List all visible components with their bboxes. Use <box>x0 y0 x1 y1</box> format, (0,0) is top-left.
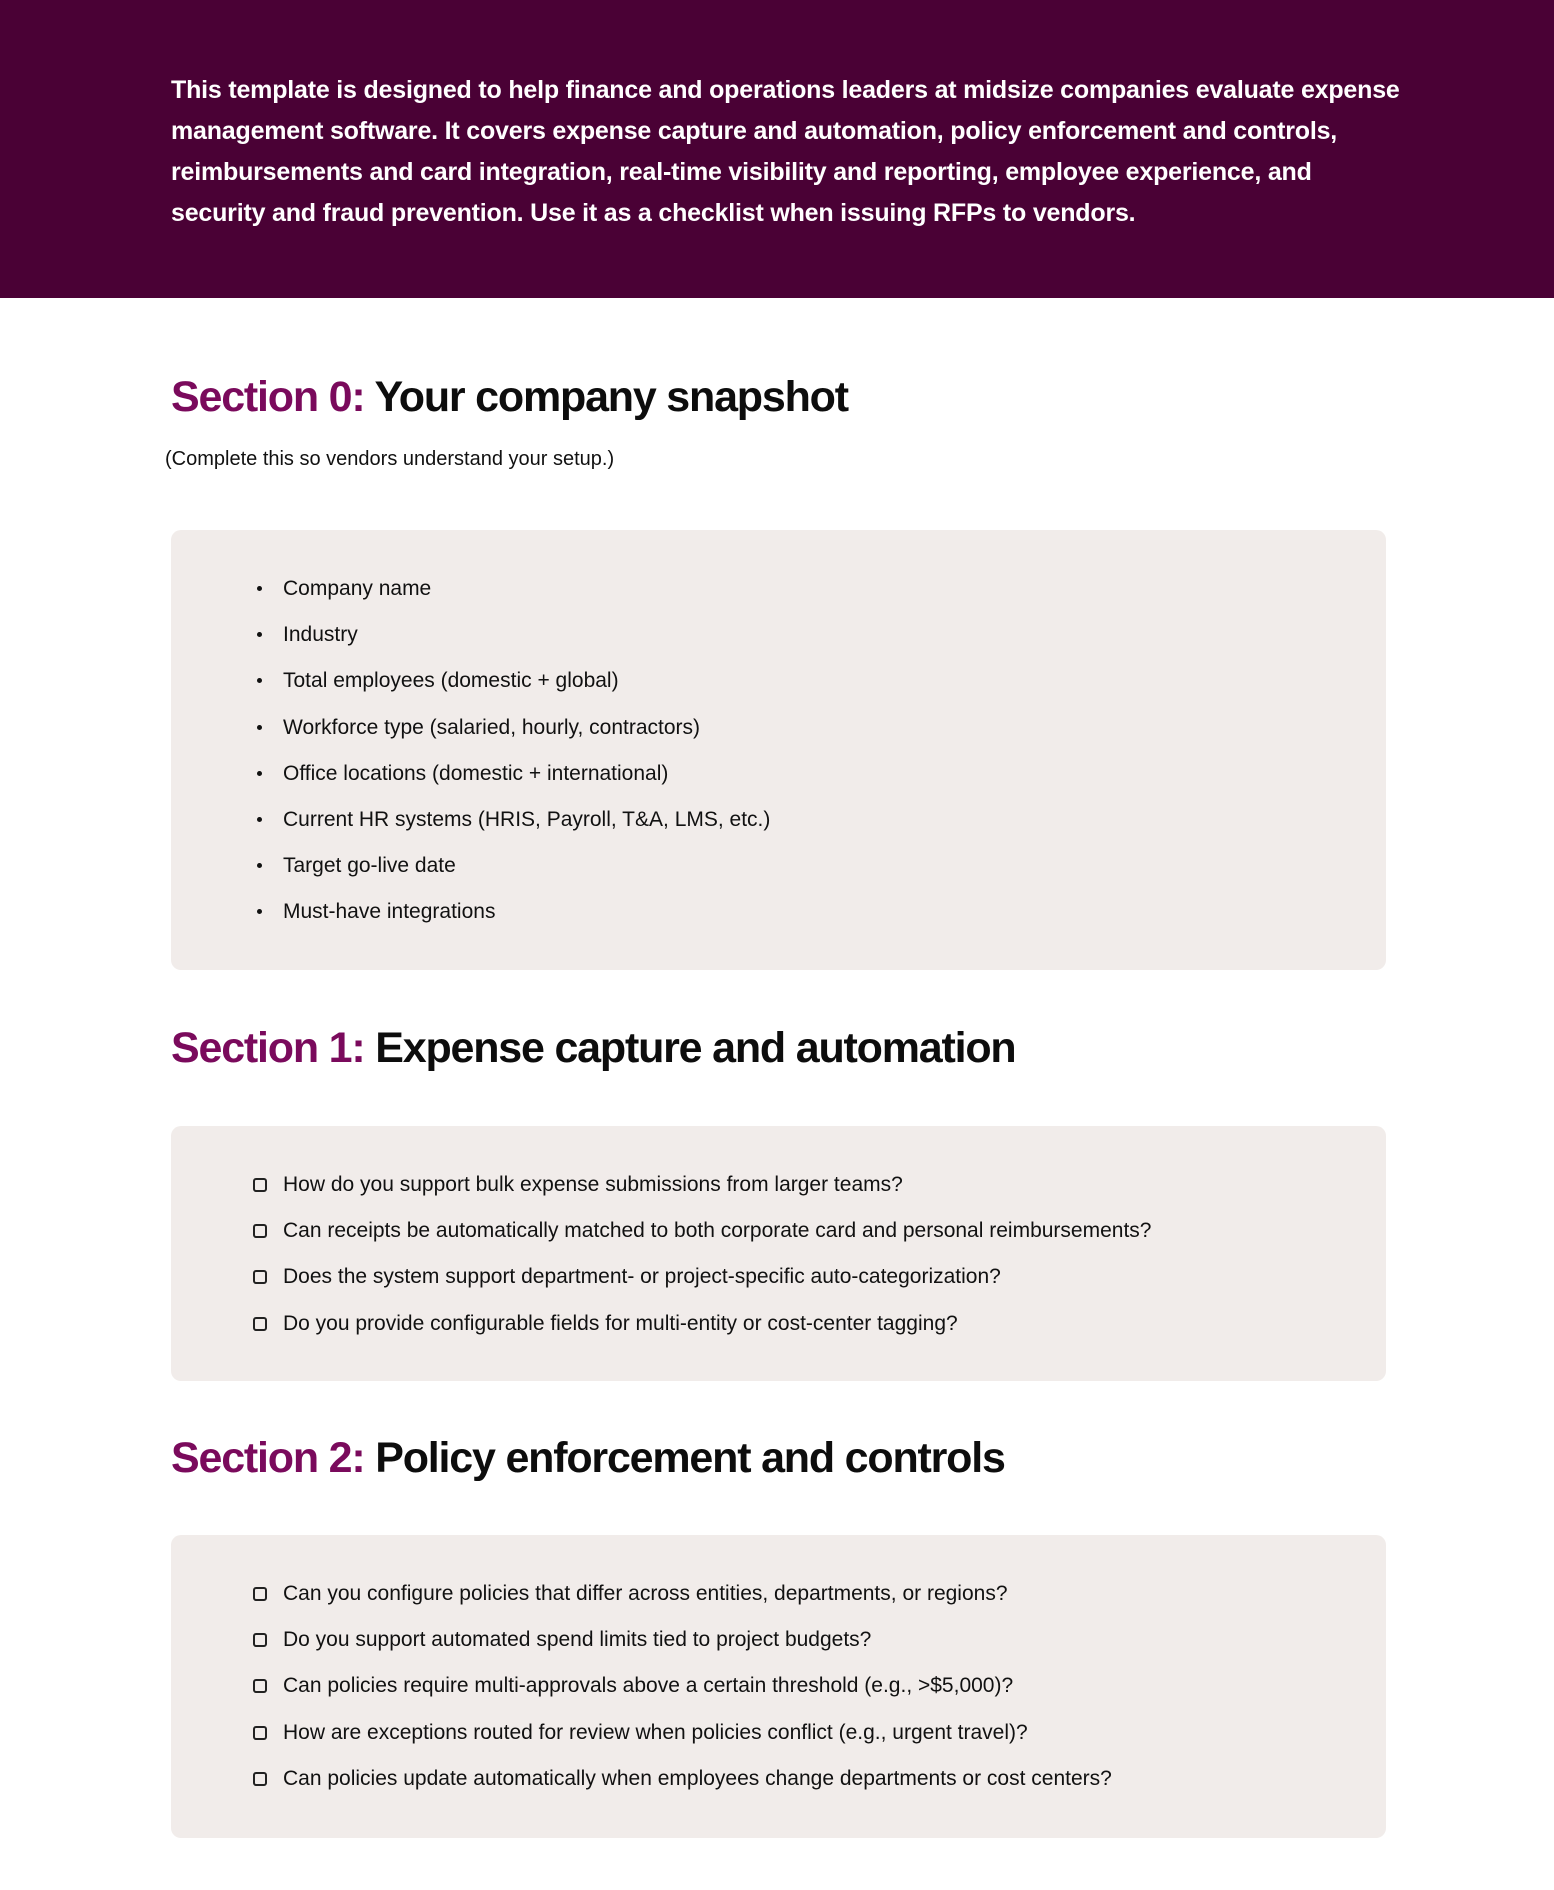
company-snapshot-box <box>171 530 1386 970</box>
checkbox-icon[interactable] <box>253 1270 267 1284</box>
bullet-list-item <box>283 761 668 787</box>
item-label: Can policies require multi-approvals above a certain threshold (e.g., >$5,000)? <box>283 1674 1014 1698</box>
bullet-list-item <box>283 807 770 833</box>
intro-text: This template is designed to help finance and operations leaders at midsize companies evaluate expense management software. It covers expense capture and automation, policy enforcement and controls, reimbursements and card integration, real-time visibility and reporting, employee experience, and security and fraud prevention. Use it as a checklist when issuing RFPs to vendors. <box>171 76 1400 227</box>
item-label: Target go-live date <box>283 854 456 878</box>
checklist-item[interactable] <box>283 1627 871 1653</box>
item-label: Can you configure policies that differ across entities, departments, or regions? <box>283 1582 1008 1605</box>
checkbox-icon[interactable] <box>253 1679 267 1693</box>
item-label: Office locations (domestic + international) <box>283 761 669 785</box>
section-1-title <box>171 1022 1015 1074</box>
expense-capture-checklist <box>171 1126 1386 1381</box>
item-label: Do you provide configurable fields for multi-entity or cost-center tagging? <box>283 1311 958 1335</box>
checkbox-icon[interactable] <box>253 1224 267 1238</box>
bullet-icon <box>257 863 262 868</box>
bullet-icon <box>257 817 262 822</box>
section-name: Your company snapshot <box>374 373 848 421</box>
bullet-list-item <box>283 622 358 648</box>
section-name: Expense capture and automation <box>375 1024 1016 1072</box>
intro-banner <box>0 0 1554 298</box>
section-0-title <box>171 371 848 423</box>
checkbox-icon[interactable] <box>253 1726 267 1740</box>
checkbox-icon[interactable] <box>253 1587 267 1601</box>
item-label: Does the system support department- or project-specific auto-categorization? <box>283 1265 1001 1289</box>
bullet-icon <box>257 678 262 683</box>
checkbox-icon[interactable] <box>253 1772 267 1786</box>
bullet-list-item <box>283 576 431 602</box>
bullet-icon <box>257 771 262 776</box>
checklist-item[interactable] <box>283 1218 1151 1244</box>
section-number: Section 0: <box>171 373 365 421</box>
checklist-item[interactable] <box>283 1581 1008 1607</box>
bullet-icon <box>257 632 262 637</box>
checklist-item[interactable] <box>283 1311 958 1337</box>
item-label: Can policies update automatically when employees change departments or cost centers? <box>283 1766 1112 1790</box>
item-label: Company name <box>283 577 432 600</box>
policy-enforcement-checklist <box>171 1535 1386 1838</box>
item-label: How are exceptions routed for review when policies conflict (e.g., urgent travel)? <box>283 1720 1028 1744</box>
item-label: Total employees (domestic + global) <box>283 669 619 693</box>
item-label: Workforce type (salaried, hourly, contractors) <box>283 715 701 739</box>
checkbox-icon[interactable] <box>253 1178 267 1192</box>
item-label: Current HR systems (HRIS, Payroll, T&A, LMS, etc.) <box>283 808 771 831</box>
checklist-item[interactable] <box>283 1720 1028 1746</box>
section-name: Policy enforcement and controls <box>375 1434 1005 1482</box>
checklist-item[interactable] <box>283 1264 1001 1290</box>
section-0-subtitle: (Complete this so vendors understand your setup.) <box>165 448 615 470</box>
item-label: How do you support bulk expense submissions from larger teams? <box>283 1173 903 1196</box>
checklist-item[interactable] <box>283 1766 1112 1792</box>
bullet-list-item <box>283 715 700 741</box>
item-label: Industry <box>283 623 358 647</box>
section-number: Section 2: <box>171 1434 365 1482</box>
bullet-icon <box>257 909 262 914</box>
checkbox-icon[interactable] <box>253 1633 267 1647</box>
bullet-icon <box>257 725 262 730</box>
bullet-list-item <box>283 668 619 694</box>
bullet-icon <box>257 586 262 591</box>
section-2-title <box>171 1432 1005 1484</box>
checklist-item[interactable] <box>283 1673 1013 1699</box>
checklist-item[interactable] <box>283 1172 903 1198</box>
item-label: Can receipts be automatically matched to both corporate card and personal reimbursements? <box>283 1219 1152 1243</box>
section-number: Section 1: <box>171 1024 365 1072</box>
bullet-list-item <box>283 853 456 879</box>
item-label: Do you support automated spend limits tied to project budgets? <box>283 1628 872 1652</box>
bullet-list-item <box>283 899 495 925</box>
item-label: Must-have integrations <box>283 900 496 924</box>
checkbox-icon[interactable] <box>253 1317 267 1331</box>
